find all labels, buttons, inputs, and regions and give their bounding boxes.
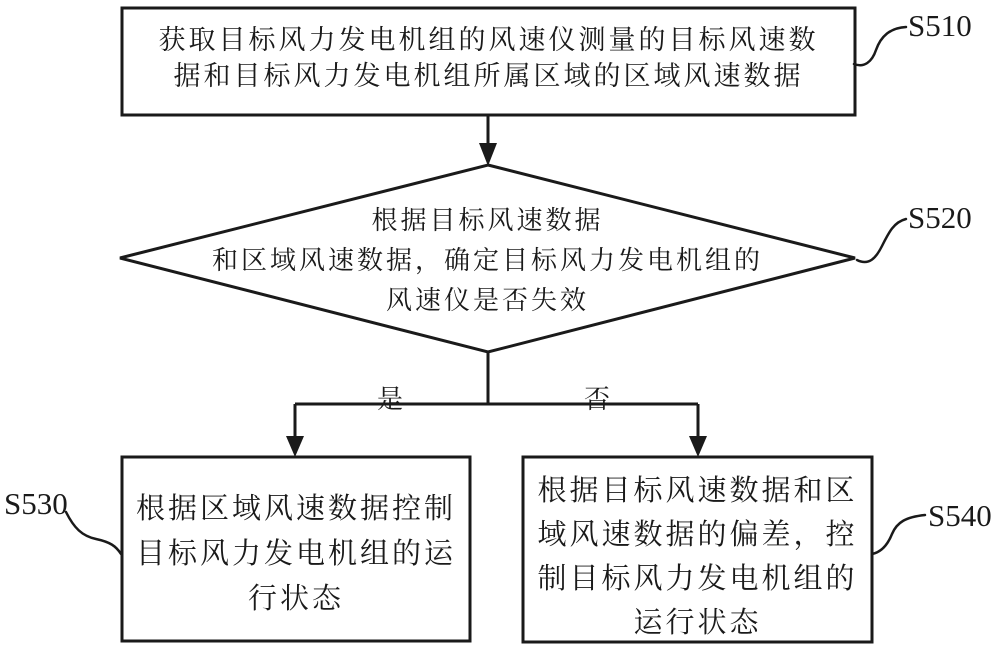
step-label-s520: S520 bbox=[908, 200, 972, 235]
process-step-s540-text bbox=[523, 457, 872, 652]
process-step-s510-text bbox=[122, 8, 855, 129]
process-step-s530-text bbox=[122, 457, 470, 652]
process-step-s530-line: 根据区域风速数据控制 bbox=[135, 493, 456, 525]
arrowhead-into-s530 bbox=[286, 436, 304, 457]
process-step-s540-line: 运行状态 bbox=[633, 607, 762, 639]
decision-step-s520-line: 和区域风速数据，确定目标风力发电机组的 bbox=[211, 245, 763, 275]
leader-line-s540 bbox=[872, 515, 925, 554]
process-step-s530-line: 目标风力发电机组的运 bbox=[135, 538, 456, 570]
process-step-s530-line: 行状态 bbox=[247, 583, 344, 615]
decision-step-s520-line: 风速仪是否失效 bbox=[385, 285, 589, 315]
process-step-s540-line: 根据目标风速数据和区 bbox=[537, 475, 858, 507]
leader-line-s510 bbox=[854, 27, 906, 65]
decision-step-s520-text bbox=[120, 168, 855, 384]
leader-line-s520 bbox=[857, 219, 906, 262]
arrowhead-into-s540 bbox=[689, 436, 707, 457]
branch-label-no: 否 bbox=[584, 384, 611, 414]
step-label-s510: S510 bbox=[908, 8, 972, 43]
process-step-s510-line: 据和目标风力发电机组所属区域的区域风速数据 bbox=[173, 61, 804, 91]
process-step-s540-line: 制目标风力发电机组的 bbox=[537, 563, 858, 595]
process-step-s510-line: 获取目标风力发电机组的风速仪测量的目标风速数 bbox=[158, 25, 819, 55]
step-label-s540: S540 bbox=[928, 498, 992, 533]
arrowhead-into-s520 bbox=[479, 143, 497, 166]
branch-label-yes: 是 bbox=[377, 384, 404, 414]
step-label-s530: S530 bbox=[4, 486, 68, 521]
leader-line-s530 bbox=[66, 512, 121, 554]
decision-step-s520-line: 根据目标风速数据 bbox=[371, 205, 604, 235]
process-step-s540-line: 域风速数据的偏差，控 bbox=[537, 519, 858, 551]
